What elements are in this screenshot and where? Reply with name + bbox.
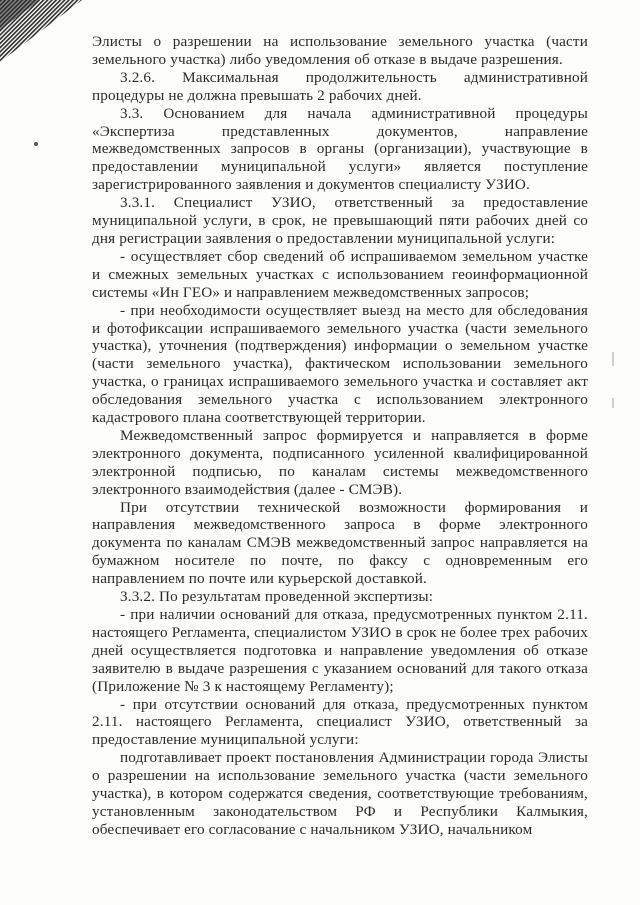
paragraph: При отсутствии технической возможности формирования и направления межведомственного запроса в форме электронного документа по каналам СМЭВ межведомственный запрос направляется на бумажном носителе по почте, по факсу с одновременным его направлением по почте или курьерской доставкой.	[92, 498, 588, 588]
paragraph: - при отсутствии оснований для отказа, предусмотренных пунктом 2.11. настоящего Регламента, специалист УЗИО, ответственный за предоставление муниципальной услуги:	[92, 695, 588, 749]
paragraph: - осуществляет сбор сведений об испрашиваемом земельном участке и смежных земельных участках с использованием геоинформационной системы «Ин ГЕО» и направлением межведомственных запросов;	[92, 247, 588, 301]
paragraph: 3.3.2. По результатам проведенной экспертизы:	[120, 588, 434, 606]
paragraph: 3.3. Основанием для начала административной процедуры «Экспертиза представленных документов, направление межведомственных запросов в органы (организации), участвующие в предоставлении муниципальной услуги» является поступление зарегистрированного заявления и документов специалисту УЗИО.	[92, 104, 588, 194]
paragraph: Элисты о разрешении на использование земельного участка (части земельного участка) либо уведомления об отказе в выдаче разрешения.	[92, 33, 588, 68]
scan-speck	[34, 142, 38, 146]
paragraph: подготавливает проект постановления Администрации города Элисты о разрешении на использование земельного участка (части земельного участка), в котором содержатся сведения, соответствующие требованиям, установленным законодательством РФ и Республики Калмыкия, обеспечивает его согласование с начальником УЗИО, начальником	[92, 749, 588, 838]
paragraph: - при необходимости осуществляет выезд на место для обследования и фотофиксации испрашиваемого земельного участка (части земельного участка), уточнения (подтверждения) информации о земельном участке (части земельного участка), фактическом использовании земельного участка, о границах испрашиваемого земельного участка и составляет акт обследования земельного участка с использованием электронного кадастрового плана соответствующей территории.	[92, 301, 588, 427]
paragraph: - при наличии оснований для отказа, предусмотренных пунктом 2.11. настоящего Регламента, специалистом УЗИО в срок не более трех рабочих дней осуществляется подготовка и направление уведомления об отказе заявителю в выдаче разрешения с указанием оснований для такого отказа (Приложение № 3 к настоящему Регламенту);	[92, 606, 588, 695]
document-body	[92, 33, 588, 839]
paragraph: 3.3.1. Специалист УЗИО, ответственный за предоставление муниципальной услуги, в срок, не превышающий пяти рабочих дней со дня регистрации заявления о предоставлении муниципальной услуги:	[92, 194, 588, 247]
paragraph: 3.2.6. Максимальная продолжительность административной процедуры не должна превышать 2 рабочих дней.	[92, 68, 588, 104]
scan-edge-mark	[612, 398, 614, 408]
scan-edge-mark	[612, 352, 614, 366]
scan-corner-fold	[0, 0, 82, 62]
paragraph: Межведомственный запрос формируется и направляется в форме электронного документа, подписанного усиленной квалифицированной электронной подписью, по каналам системы межведомственного электронного взаимодействия (далее - СМЭВ).	[92, 426, 588, 498]
